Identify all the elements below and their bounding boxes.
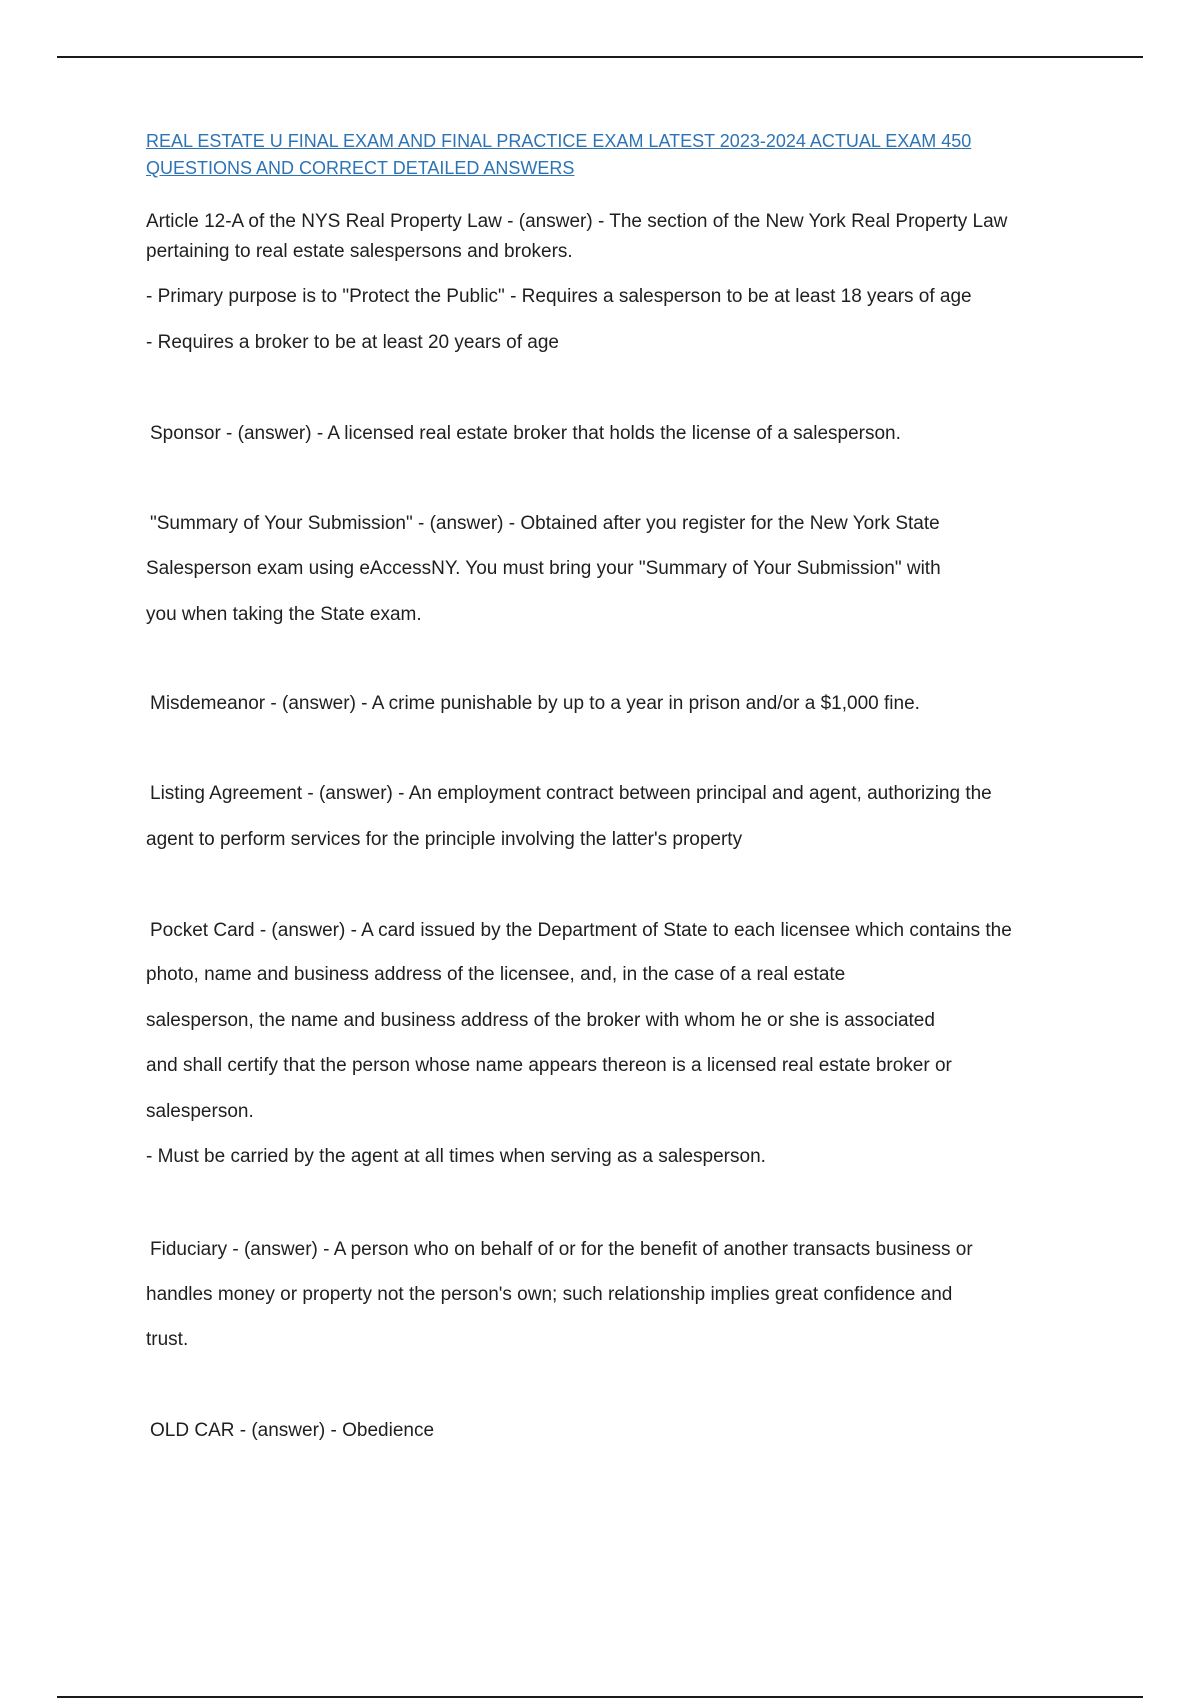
- entry-pocket-card-line-5: salesperson.: [146, 1101, 254, 1122]
- entry-listing-agreement-line-1: Listing Agreement - (answer) - An employment contract between principal and agent, authorizing the: [150, 783, 992, 804]
- entry-summary-line-3: you when taking the State exam.: [146, 604, 422, 625]
- entry-pocket-card-line-6: - Must be carried by the agent at all times when serving as a salesperson.: [146, 1146, 766, 1167]
- entry-sponsor: Sponsor - (answer) - A licensed real estate broker that holds the license of a salesperson.: [150, 423, 901, 444]
- document-title-line-1: REAL ESTATE U FINAL EXAM AND FINAL PRACTICE EXAM LATEST 2023-2024 ACTUAL EXAM 450: [146, 131, 972, 151]
- entry-article-12a-line-4: - Requires a broker to be at least 20 years of age: [146, 332, 559, 353]
- entry-fiduciary-line-2: handles money or property not the person's own; such relationship implies great confidence and: [146, 1284, 953, 1305]
- entry-summary-line-2: Salesperson exam using eAccessNY. You must bring your "Summary of Your Submission" with: [146, 558, 941, 579]
- entry-article-12a-line-2: pertaining to real estate salespersons and brokers.: [146, 241, 573, 262]
- entry-fiduciary-line-3: trust.: [146, 1329, 189, 1350]
- entry-pocket-card-line-4: and shall certify that the person whose name appears thereon is a licensed real estate broker or: [146, 1055, 952, 1076]
- top-rule: [57, 56, 1143, 58]
- entry-summary-line-1: "Summary of Your Submission" - (answer) - Obtained after you register for the New York State: [150, 513, 940, 534]
- document-title-line-2: QUESTIONS AND CORRECT DETAILED ANSWERS: [146, 158, 575, 178]
- entry-article-12a-line-3: - Primary purpose is to "Protect the Public" - Requires a salesperson to be at least 18 years of age: [146, 286, 972, 307]
- entry-listing-agreement-line-2: agent to perform services for the principle involving the latter's property: [146, 829, 743, 850]
- entry-misdemeanor: Misdemeanor - (answer) - A crime punishable by up to a year in prison and/or a $1,000 fine.: [150, 693, 920, 714]
- entry-fiduciary-line-1: Fiduciary - (answer) - A person who on behalf of or for the benefit of another transacts business or: [150, 1239, 973, 1260]
- entry-pocket-card-line-2: photo, name and business address of the licensee, and, in the case of a real estate: [146, 964, 846, 985]
- document-title: [146, 128, 1046, 182]
- entry-pocket-card-line-1: Pocket Card - (answer) - A card issued by the Department of State to each licensee which contains the: [150, 920, 1012, 941]
- entry-old-car: OLD CAR - (answer) - Obedience: [150, 1420, 435, 1441]
- entry-article-12a-line-1: Article 12-A of the NYS Real Property Law - (answer) - The section of the New York Real Property Law: [146, 211, 1008, 232]
- bottom-rule: [57, 1696, 1143, 1698]
- entry-pocket-card-line-3: salesperson, the name and business address of the broker with whom he or she is associated: [146, 1010, 935, 1031]
